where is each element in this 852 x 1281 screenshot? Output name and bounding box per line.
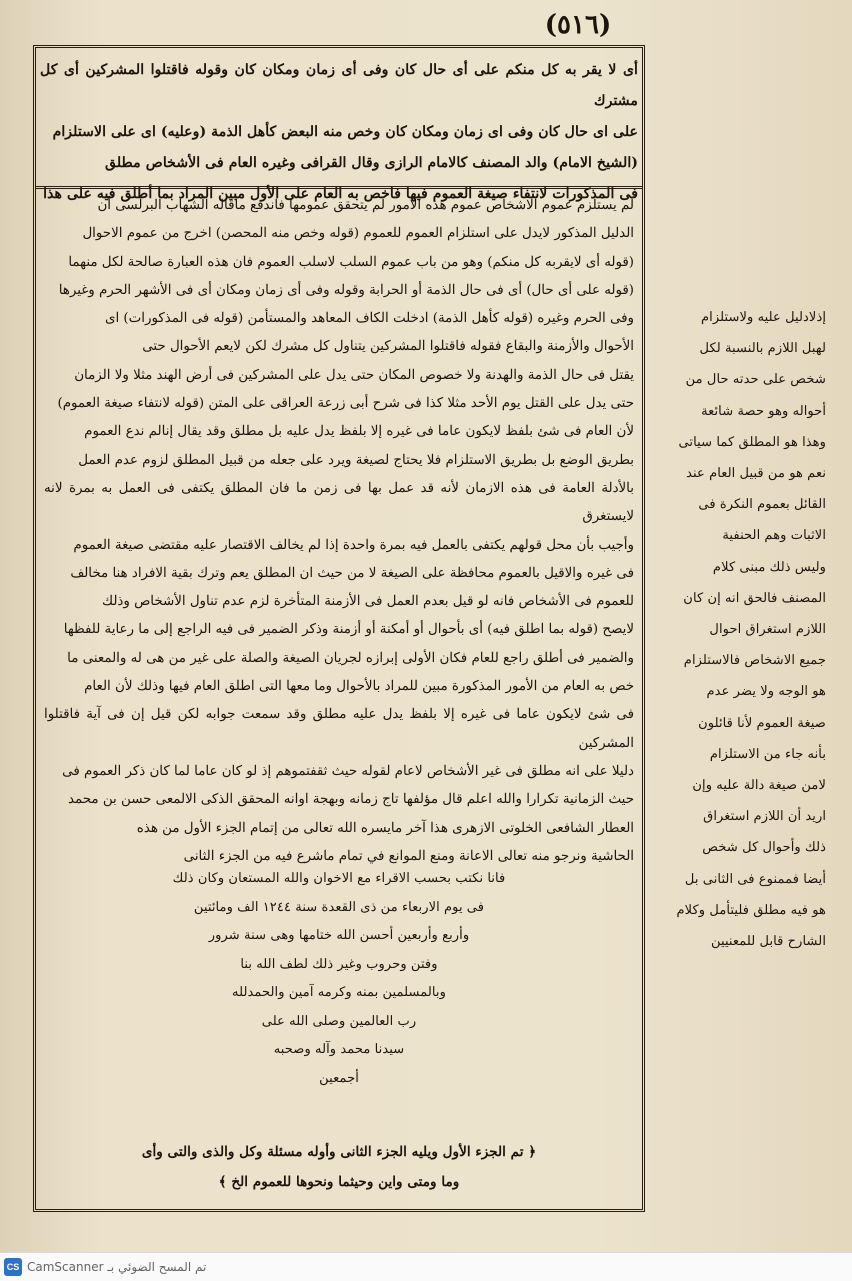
margin-note: [656, 302, 826, 957]
margin-note-line: لامن صيغة دالة عليه وإن: [692, 778, 826, 794]
end-note-line: وما ومتى واين وحيثما ونحوها للعموم الخ ﴾: [218, 1174, 460, 1190]
sharh-line: دليلا على انه مطلق فى غير الأشخاص لاعام لقوله حيث ثقفتموهم إذ لو كان عاما لما كان ذكر العموم فى: [62, 763, 634, 779]
sharh-line: حتى يدل على القتل يوم الأحد مثلا كذا فى شرح أبى زرعة العراقى على المتن (قوله لانتفاء صيغة العموم): [57, 396, 634, 412]
margin-note-line: وهذا هو المطلق كما سياتى: [678, 434, 826, 450]
end-of-volume-note: [44, 1137, 634, 1197]
end-note-line: ﴿ تم الجزء الأول ويليه الجزء الثانى وأوله مسئلة وكل والذى والتى وأى: [141, 1144, 537, 1160]
sharh-line: الدليل المذكور لايدل على استلزام العموم للعموم (قوله وخص منه المحصن) اخرج من عموم الاحوال: [82, 226, 634, 242]
matn-line: فى المذكورات لانتفاء صيغة العموم فيها فاخص به العام على الأول مبين المراد بما أطلق فيه على هذا: [43, 186, 638, 202]
sharh-line: يقتل فى حال الذمة والهدنة ولا خصوص المكان حتى يدل على المشركين فى أرض الهند مثلا ولا الزمان: [74, 367, 634, 383]
margin-note-line: المصنف فالحق انه إن كان: [683, 590, 826, 606]
page-number: (٥١٦): [544, 10, 612, 40]
scanner-watermark-bar: [0, 1252, 852, 1281]
matn-text: [40, 55, 638, 202]
margin-note-line: هو الوجه ولا يضر عدم: [706, 684, 826, 700]
sharh-line: الأحوال والأزمنة والبقاع فقوله فاقتلوا المشركين يتناول كل مشرك لكن لايعم الأحوال حتى: [142, 339, 634, 355]
sharh-line: (قوله على أى حال) أى فى حال الذمة أو الحرابة وقوله وفى أى زمان ومكان أى فى الأشهر الحرم وغيرها: [58, 282, 634, 298]
colophon-line: فانا نكتب بحسب الاقراء مع الاخوان والله المستعان وكان ذلك: [172, 871, 506, 886]
sharh-line: خص به العام من الأمور المذكورة مبين للمراد بالأحوال وما معها التى اطلق العام فيها وذلك لأن العام: [84, 679, 634, 695]
margin-note-line: أيضا فممنوع فى الثانى بل: [684, 871, 826, 887]
margin-note-line: نعم هو من قبيل العام عند: [686, 466, 826, 482]
sharh-line: حيث الزمانية تكرارا والله اعلم قال مؤلفها تاج زمانه وبهجة اوانه المحقق الذكى الالمعى حسن بن محمد: [67, 792, 634, 808]
scanner-watermark-text: تم المسح الضوئي بـ CamScanner: [27, 1260, 207, 1274]
margin-note-line: ذلك وأحوال كل شخص: [702, 840, 826, 856]
margin-note-line: شخص على حدته حال من: [685, 372, 826, 388]
sharh-line: للعموم فى الأشخاص فانه لو قيل بعدم العمل فى الأزمنة المتأخرة لزم عدم تناول الأشخاص وذلك: [102, 594, 634, 610]
margin-note-line: وليس ذلك مبنى كلام: [712, 559, 826, 575]
sharh-line: وأجيب بأن محل قولهم يكتفى بالعمل فيه بمرة واحدة إذا لم يخالف الاقتصار عليه مقتضى صيغة العموم: [73, 537, 634, 553]
sharh-line: لأن العام فى شئ بلفظ لايكون عاما فى غيره إلا بلفظ يدل عليه بل مطلق وقد يقال إنالم ندع العموم: [84, 424, 634, 440]
colophon-line: رب العالمين وصلى الله على: [261, 1013, 417, 1029]
matn-divider: [36, 186, 642, 189]
sharh-line: بطريق الوضع بل بطريق الاستلزام فلا يحتاج لصيغة ويرد على جعله من قبيل المطلق لزوم عدم العمل: [78, 452, 634, 468]
matn-line: على اى حال كان وفى اى زمان ومكان كان وخص منه البعض كأهل الذمة (وعليه) اى على الاستلزام: [52, 124, 638, 140]
margin-note-line: جميع الاشخاص فالاستلزام: [683, 653, 826, 669]
margin-note-line: هو فيه مطلق فليتأمل وكلام: [676, 902, 826, 918]
sharh-line: فى شئ لايكون عاما فى غيره إلا بلفظ يدل عليه مطلق وقد سمعت جوابه لكن قيل إن فى آية فاقتلوا المشركين: [44, 707, 634, 751]
camscanner-logo-icon: CS: [4, 1258, 22, 1276]
sharh-line: (قوله أى لايقربه كل منكم) وهو من باب عموم السلب لاسلب العموم فان هذه العبارة صالحة لكل منهما: [68, 254, 634, 270]
sharh-line: لم يستلزم عموم الاشخاص عموم هذه الامور لم يتحقق عمومها فاندفع ماقاله الشهاب البرلسى أن: [97, 198, 634, 213]
margin-note-line: إذلادليل عليه ولاستلزام: [701, 310, 826, 325]
matn-line: أى لا يقر به كل منكم على أى حال كان وفى أى زمان ومكان كان وقوله فاقتلوا المشركين أى كل مشترك: [40, 62, 638, 109]
sharh-line: والضمير فى أطلق راجع للعام فكان الأولى إبرازه لجريان الصيغة والصلة على غير من هى له والمعنى ما: [67, 650, 634, 666]
colophon-line: وأربع وأربعين أحسن الله ختامها وهى سنة شرور: [208, 928, 470, 943]
margin-note-line: لهبل اللازم بالنسبة لكل: [699, 341, 826, 357]
sharh-line: فى غيره والاقيل بالعموم محافظة على الصيغة لا من حيث ان المطلق يعم وترك بقية الافراد هنا مخالف: [70, 565, 634, 581]
colophon-line: فى يوم الاربعاء من ذى القعدة سنة ١٢٤٤ الف ومائتين: [193, 899, 485, 915]
colophon-line: أجمعين: [319, 1070, 359, 1086]
sharh-text: [44, 192, 634, 871]
matn-line: (الشيخ الامام) والد المصنف كالامام الرازى وقال القرافى وغيره العام فى الأشخاص مطلق: [104, 155, 638, 171]
colophon-line: سيدنا محمد وآله وصحبه: [273, 1042, 405, 1057]
sharh-line: لايصح (قوله بما اطلق فيه) أى بأحوال أو أمكنة أو أزمنة وذكر الضمير فى فيه الراجع إلى ما رعاية للفظها: [63, 622, 634, 638]
margin-note-line: الشارح قابل للمعنيين: [710, 934, 826, 950]
margin-note-line: صيغة العموم لأنا قائلون: [698, 715, 826, 731]
margin-note-line: اريد أن اللازم استغراق: [703, 809, 826, 825]
colophon: [44, 865, 634, 1093]
margin-note-line: الاثبات وهم الحنفية: [722, 528, 826, 544]
colophon-line: وبالمسلمين بمنه وكرمه آمين والحمدلله: [232, 985, 446, 1000]
sharh-line: بالأدلة العامة فى هذه الازمان لأنه قد عمل بها فى زمن ما فان المطلق يكتفى فى العمل به بمرة لانه لايستغرق: [44, 480, 634, 525]
sharh-line: العطار الشافعى الخلوتى الازهرى هذا آخر مايسره الله تعالى من إتمام الجزء الأول من هذه: [136, 820, 634, 836]
margin-note-line: اللازم استغراق احوال: [709, 622, 826, 638]
sharh-line: وفى الحرم وغيره (قوله كأهل الذمة) ادخلت الكاف المعاهد والمستأمن (قوله فى المذكورات) اى: [104, 311, 634, 327]
margin-note-line: أحواله وهو حصة شائعة: [701, 403, 826, 419]
colophon-line: وفتن وحروب وغير ذلك لطف الله بنا: [240, 956, 438, 972]
margin-note-line: القائل بعموم النكرة فى: [698, 497, 826, 513]
sharh-line: الحاشية ونرجو منه تعالى الاعانة ومنع الموانع في تمام ماشرع فيه من الجزء الثانى: [183, 848, 634, 864]
margin-note-line: بأنه جاء من الاستلزام: [709, 746, 826, 762]
